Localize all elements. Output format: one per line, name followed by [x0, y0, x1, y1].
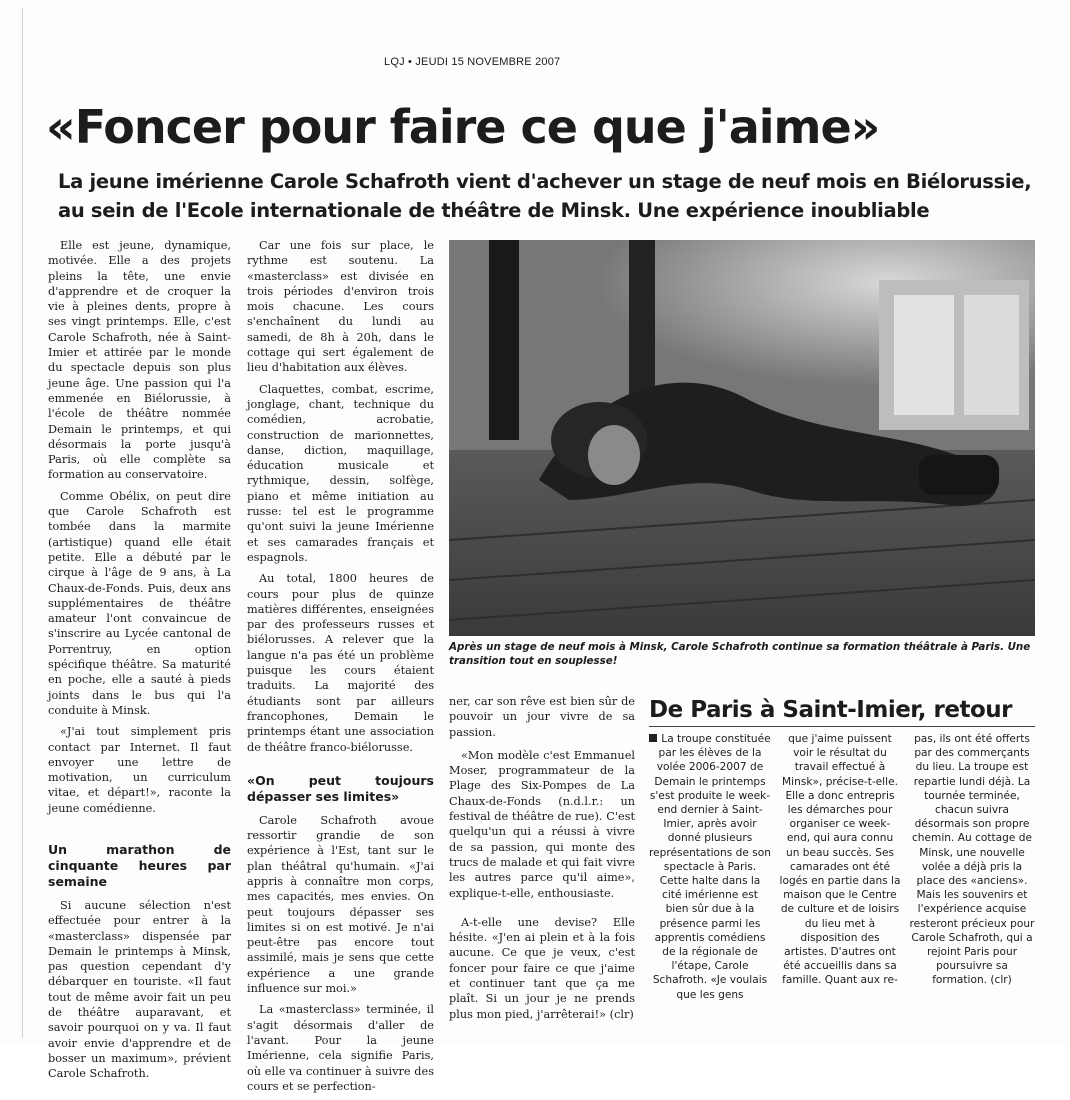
sidebar-text: pas, ils ont été offerts par des commerçants du lieu. La troupe est repartie lundi déjà. La tournée terminée, chacun suivra désormais son propre chemin. Au cottage de Minsk, une nouvelle volée a déjà pris la place des «anciens». Mais les souvenirs et l'expérience acquise resteront précieux pour Carole Schafroth, qui a rejoint Paris pour poursuivre sa formation. (clr) [909, 733, 1035, 987]
paragraph: Claquettes, combat, escrime, jonglage, chant, technique du comédien, acrobatie, construction de marionnettes, danse, diction, maquillage, éducation musicale et rythmique, dessin, solfège, piano et même initiation au russe: tel est le programme qu'ont suivi la jeune Imérienne et ses camarades français et espagnols. [247, 382, 434, 564]
paragraph: A-t-elle une devise? Elle hésite. «J'en ai plein et à la fois aucune. Ce que je veux, c'est foncer pour faire ce que j'aime et continuer tant que ça me plaît. Si un jour je ne prends plus mon pied, j'arrêterai!» (clr) [449, 915, 635, 1021]
deck [58, 167, 1038, 225]
paragraph: La «masterclass» terminée, il s'agit désormais d'aller de l'avant. Pour la jeune Imérienne, cela signifie Paris, où elle va continuer à suivre des cours et se perfection- [247, 1003, 434, 1093]
sidebar-title: De Paris à Saint-Imier, retour [649, 697, 1012, 723]
sidebar-column-3 [909, 732, 1035, 988]
article-photo [449, 240, 1035, 636]
sidebar-text: La troupe constituée par les élèves de la volée 2006-2007 de Demain le printemps s'est produite le week-end dernier à Saint-Imier, après avoir donné plusieurs représentations de son spectacle à Paris. Cette halte dans la cité imérienne est bien sûr due à la présence parmi les apprentis comédiens de la régionale de l'étape, Carole Schafroth. «Je voulais que les gens [649, 733, 771, 1001]
paragraph: Elle est jeune, dynamique, motivée. Elle a des projets pleins la tête, une envie d'apprendre et de croquer la vie à pleines dents, propre à ses vingt printemps. Elle, c'est Carole Schafroth, née à Saint-Imier et attirée par le monde du spectacle depuis son plus jeune âge. Une passion qui l'a emmenée en Biélorussie, à l'école de théâtre nommée Demain le printemps, et qui désormais la porte jusqu'à Paris, où elle complète sa formation au conservatoire. [48, 239, 231, 482]
bullet-square-icon [649, 734, 657, 742]
paragraph: Comme Obélix, on peut dire que Carole Schafroth est tombée dans la marmite (artistique) quand elle était petite. Elle a débuté par le cirque à l'âge de 9 ans, à La Chaux-de-Fonds. Puis, deux ans supplémentaires de théâtre amateur l'ont convaincue de s'inscrire au Lycée cantonal de Porrentruy, en option spécifique théâtre. Sa maturité en poche, elle a sauté à pieds joints dans le bus qui l'a conduite à Minsk. [48, 489, 231, 717]
page-header: LQJ • JEUDI 15 NOVEMBRE 2007 [384, 56, 561, 68]
photo-image [449, 240, 1035, 636]
photo-caption: Après un stage de neuf mois à Minsk, Carole Schafroth continue sa formation théâtrale à Paris. Une transition tout en souplesse! [449, 641, 1031, 667]
article-column-2 [247, 238, 434, 1100]
paragraph: Car une fois sur place, le rythme est soutenu. La «masterclass» est divisée en trois périodes d'environ trois mois chacune. Les cours s'enchaînent du lundi au samedi, de 8h à 20h, dans le cottage qui sert également de lieu d'habitation aux élèves. [247, 239, 434, 375]
scan-edge [22, 8, 23, 1038]
paragraph: «Mon modèle c'est Emmanuel Moser, programmateur de la Plage des Six-Pompes de La Chaux-de-Fonds (n.d.l.r.: un festival de théâtre de rue). C'est quelqu'un qui a réussi à vivre de sa passion, qui monte des trucs de malade et qui fait vivre les autres parce qu'il aime», explique-t-elle, enthousiaste. [449, 748, 635, 900]
paragraph: ner, car son rêve est bien sûr de pouvoir un jour vivre de sa passion. [449, 695, 635, 739]
subhead: «On peut toujours dépasser ses limites» [247, 772, 434, 804]
sidebar-text: que j'aime puissent voir le résultat du travail effectué à Minsk», précise-t-elle. Elle a donc entrepris les démarches pour organiser ce week-end, qui aura connu un beau succès. Ses camarades ont été logés en partie dans la maison que le Centre de culture et de loisirs du lieu met à disposition des artistes. D'autres ont été accueillis dans sa famille. Quant aux re- [779, 733, 901, 987]
sidebar-divider [649, 726, 1035, 727]
article-column-3 [449, 694, 635, 1028]
paragraph: «J'ai tout simplement pris contact par Internet. Il faut envoyer une lettre de motivation, un curriculum vitae, et départ!», raconte la jeune comédienne. [48, 725, 231, 815]
deck-line: La jeune imérienne Carole Schafroth vient d'achever un stage de neuf mois en Biélorussie, [58, 170, 1032, 193]
headline: «Foncer pour faire ce que j'aime» [46, 100, 880, 154]
paragraph: Si aucune sélection n'est effectuée pour entrer à la «masterclass» dispensée par Demain le printemps à Minsk, pas question cependant d'y débarquer en touriste. «Il faut tout de même avoir fait un peu de théâtre auparavant, et savoir pourquoi on y va. Il faut avoir envie d'apprendre et de bosser un maximum», prévient Carole Schafroth. [48, 898, 231, 1081]
article-column-1 [48, 238, 231, 1088]
paragraph: Carole Schafroth avoue ressortir grandie de son expérience à l'Est, tant sur le plan théâtral qu'humain. «J'ai appris à connaître mon corps, mes capacités, mes envies. On peut toujours dépasser ses limites si on est motivé. Je n'ai peut-être pas encore tout assimilé, mais je sens que cette expérience a une grande influence sur moi.» [247, 813, 434, 996]
deck-line: au sein de l'Ecole internationale de théâtre de Minsk. Une expérience inoubliable [58, 199, 930, 222]
paragraph: Au total, 1800 heures de cours pour plus de quinze matières différentes, enseignées par des professeurs russes et biélorusses. A relever que la langue n'a pas été un problème puisque les cours étaient traduits. La majorité des étudiants sont par ailleurs francophones, Demain le printemps étant une association de théâtre franco-biélorusse. [247, 572, 434, 754]
subhead: Un marathon de cinquante heures par semaine [48, 841, 231, 889]
sidebar-column-2 [779, 732, 901, 988]
sidebar-column-1 [649, 732, 771, 1002]
